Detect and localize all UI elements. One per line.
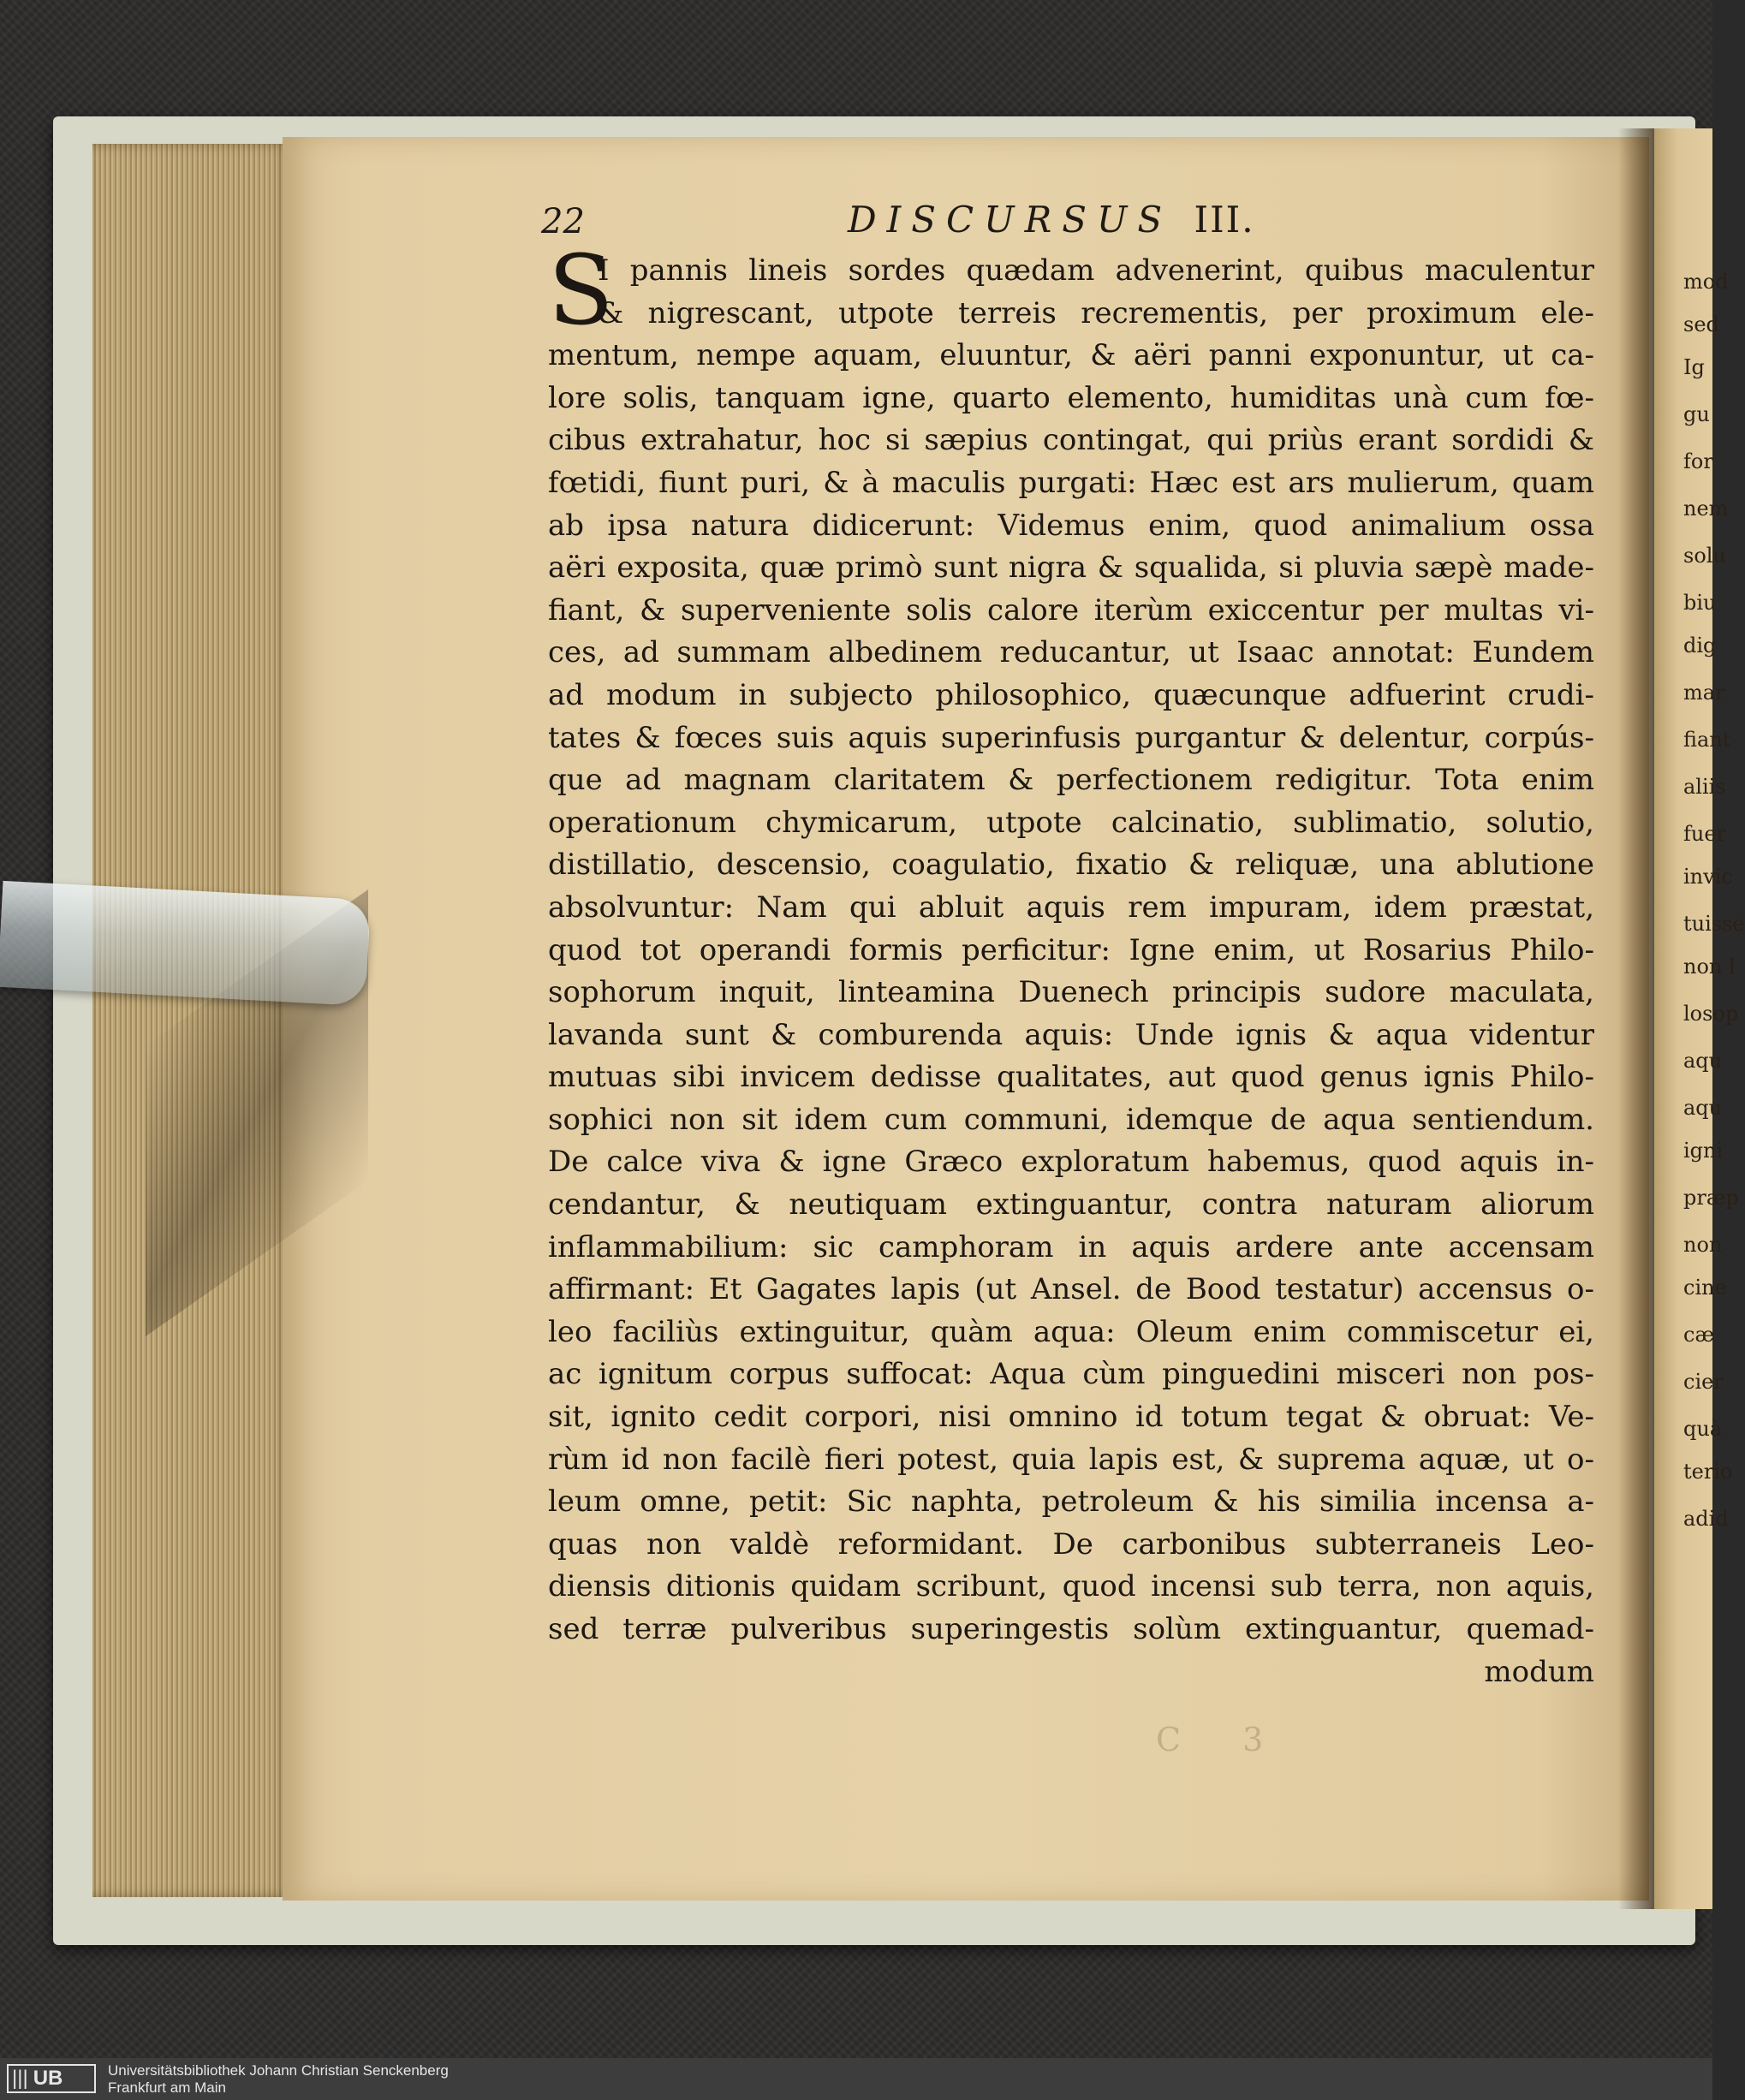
facing-page-fragment: cæ [1683,1323,1714,1347]
facing-page-fragment: quà [1683,1417,1723,1441]
footer-institution: Universitätsbibliothek Johann Christian Senckenberg [108,2062,449,2079]
facing-page-fragment: adid [1683,1507,1729,1531]
running-title-text: DISCURSUS [848,199,1173,241]
text-line: lore solis, tanquam igne, quarto elemento, humiditas unà cum fœ- [548,380,1594,415]
text-line: aëri exposita, quæ primò sunt nigra & squalida, si pluvia sæpè made- [548,550,1594,586]
facing-page-fragment: sed [1683,312,1719,336]
text-block [548,235,1594,1693]
text-line: leo faciliùs extinguitur, quàm aqua: Oleum enim commiscetur ei, [548,1314,1594,1349]
facing-page-fragment: losop [1683,1002,1739,1026]
facing-page-fragment: mod [1683,270,1729,294]
facing-page-fragment: mar [1683,681,1725,705]
facing-page-fragment: non l [1683,955,1736,979]
text-line: affirmant: Et Gagates lapis (ut Ansel. de Bood testatur) accensus o- [548,1272,1594,1307]
text-line: I pannis lineis sordes quædam advenerint, quibus maculentur [598,253,1594,288]
facing-page-fragment: terio [1683,1460,1733,1484]
facing-page-fragment: aliis [1683,775,1726,799]
facing-page-fragment: aqu [1683,1096,1723,1120]
running-title [848,199,1255,241]
library-logo: ||| UB [7,2064,96,2093]
text-line: sophici non sit idem cum communi, idemque de aqua sentiendum. [548,1102,1594,1137]
text-line: ab ipsa natura didicerunt: Videmus enim, quod animalium ossa [548,508,1594,543]
facing-page-fragment: non [1683,1233,1723,1257]
text-line: fœtidi, fiunt puri, & à maculis purgati: Hæc est ars mulierum, quam [548,465,1594,500]
text-line: cibus extrahatur, hoc si sæpius contingat, qui priùs erant sordidi & [548,423,1594,458]
text-line: inflammabilium: sic camphoram in aquis ardere ante accensam [548,1229,1594,1264]
text-line: mentum, nempe aquam, eluuntur, & aëri panni exponuntur, ut ca- [548,338,1594,373]
text-line: sed terræ pulveribus superingestis solùm extinguantur, quemad- [548,1612,1594,1646]
text-line: quod tot operandi formis perficitur: Igne enim, ut Rosarius Philo- [548,932,1594,967]
running-title-numeral: III. [1194,199,1255,241]
footer-bar [0,2058,1712,2100]
text-line: ces, ad summam albedinem reducantur, ut Isaac annotat: Eundem [548,635,1594,670]
text-line: que ad magnam claritatem & perfectionem redigitur. Tota enim [548,763,1594,798]
text-line: fiant, & superveniente solis calore iterùm exiccentur per multas vi- [548,592,1594,628]
text-line: sit, ignito cedit corpori, nisi omnino id totum tegat & obruat: Ve- [548,1400,1594,1435]
text-line: rùm id non facilè fieri potest, quia lapis est, & suprema aquæ, ut o- [548,1442,1594,1477]
facing-page-fragment: cier [1683,1370,1724,1394]
facing-page [1654,128,1745,1909]
bleed-through-mark: C 3 [1156,1721,1289,1758]
text-line: lavanda sunt & comburenda aquis: Unde ignis & aqua videntur [548,1017,1594,1052]
text-line: & nigrescant, utpote terreis recrementis, per proximum ele- [598,295,1594,330]
facing-page-fragment: fiant [1683,728,1731,752]
facing-page-fragment: fuer [1683,822,1727,846]
text-line: sophorum inquit, linteamina Duenech principis sudore maculata, [548,975,1594,1010]
text-line: mutuas sibi invicem dedisse qualitates, aut quod genus ignis Philo- [548,1060,1594,1095]
facing-page-fragment: solu [1683,544,1726,568]
catchword: modum [1484,1654,1594,1689]
text-line: cendantur, & neutiquam extinguantur, contra naturam aliorum [548,1187,1594,1223]
text-line: diensis ditionis quidam scribunt, quod incensi sub terra, non aquis, [548,1569,1594,1604]
facing-page-fragment: gu [1683,402,1710,426]
text-line: tates & fœces suis aquis superinfusis purgantur & delentur, corpús- [548,720,1594,755]
footer-location: Frankfurt am Main [108,2079,226,2096]
text-line: absolvuntur: Nam qui abluit aquis rem impuram, idem præstat, [548,889,1594,925]
logo-text: UB [33,2067,63,2090]
facing-page-fragment: igni [1683,1139,1724,1163]
facing-page-fragment: Ig [1683,355,1705,379]
page-holder-clip [0,881,371,1006]
drop-cap: S [548,235,614,347]
page-number: 22 [541,202,585,241]
facing-page-fragment: biu [1683,591,1717,615]
facing-page-fragment: aqu [1683,1049,1723,1073]
facing-page-fragment: invic [1683,865,1733,889]
facing-page-fragment: dig [1683,634,1717,657]
facing-page-fragment: præp [1683,1186,1739,1210]
text-line: ac ignitum corpus suffocat: Aqua cùm pinguedini misceri non pos- [548,1357,1594,1392]
facing-page-fragment: tuisse [1683,912,1745,936]
facing-page-fragment: for [1683,449,1713,473]
facing-page-fragment: cine [1683,1276,1727,1300]
text-line: quas non valdè reformidant. De carbonibus subterraneis Leo- [548,1526,1594,1562]
text-line: distillatio, descensio, coagulatio, fixatio & reliquæ, una ablutione [548,848,1594,883]
text-line: leum omne, petit: Sic naphta, petroleum & his similia incensa a- [548,1484,1594,1520]
text-line: ad modum in subjecto philosophico, quæcunque adfuerint crudi- [548,677,1594,712]
facing-page-fragment: nem [1683,497,1729,521]
text-line: operationum chymicarum, utpote calcinatio, sublimatio, solutio, [548,805,1594,840]
text-line: De calce viva & igne Græco exploratum habemus, quod aquis in- [548,1145,1594,1180]
